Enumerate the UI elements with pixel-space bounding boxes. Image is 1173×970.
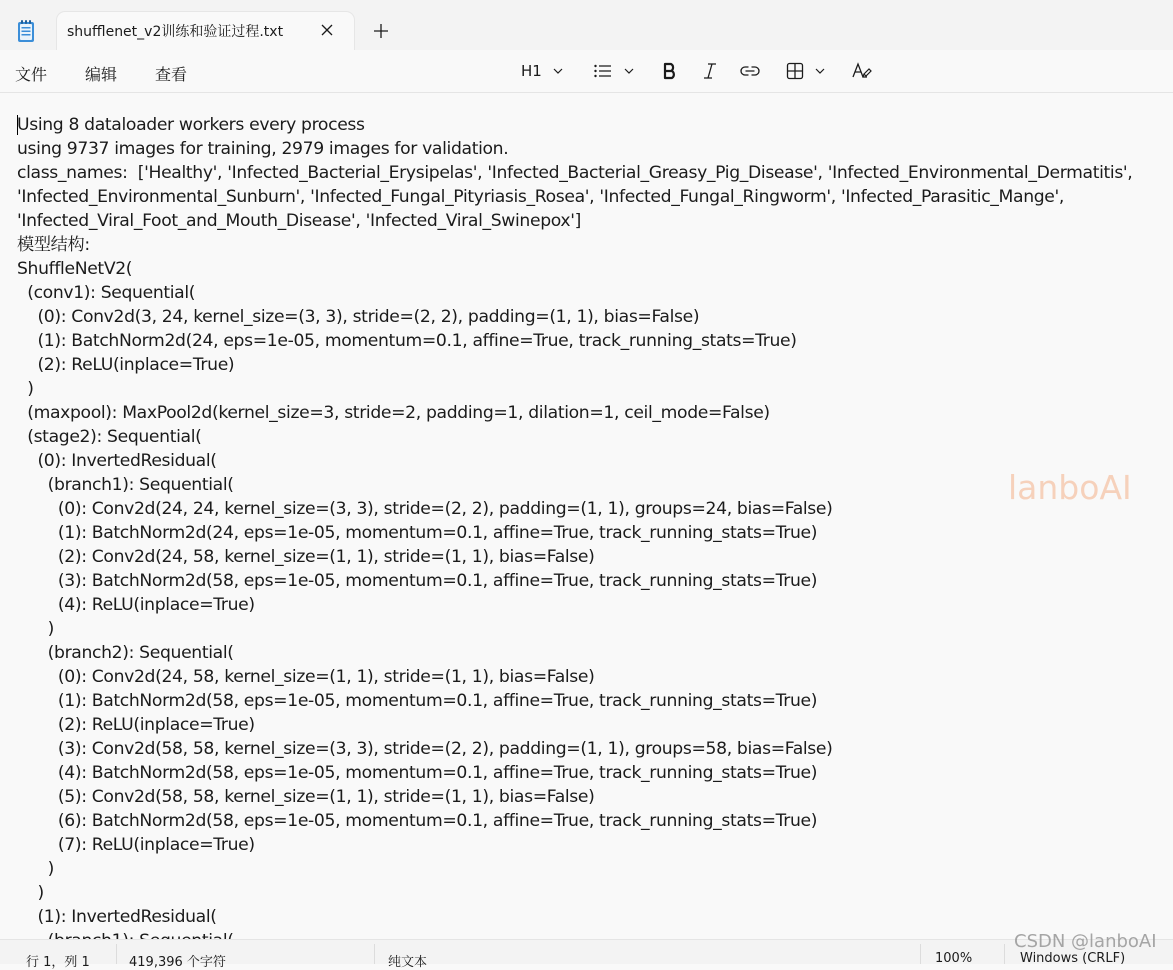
- text-line: (1): BatchNorm2d(58, eps=1e-05, momentum=0.1, affine=True, track_running_stats=True): [17, 691, 818, 711]
- heading-dropdown-button[interactable]: [521, 60, 564, 82]
- cursor-position: 行 1，列 1: [26, 955, 90, 970]
- text-line: (4): BatchNorm2d(58, eps=1e-05, momentum=0.1, affine=True, track_running_stats=True): [17, 763, 818, 783]
- list-dropdown-button[interactable]: [593, 60, 635, 82]
- clear-formatting-icon: [852, 62, 872, 80]
- status-divider: [116, 944, 117, 964]
- text-line: (branch1): Sequential(: [17, 475, 234, 495]
- line-ending[interactable]: Windows (CRLF): [1020, 951, 1126, 966]
- text-line: (stage2): Sequential(: [17, 427, 202, 447]
- text-line: Using 8 dataloader workers every process: [17, 115, 365, 135]
- tab-title: shufflenet_v2训练和验证过程.txt: [67, 24, 284, 40]
- status-divider: [374, 944, 375, 964]
- text-line: ): [17, 859, 55, 879]
- status-divider: [920, 944, 921, 964]
- menu-file[interactable]: 文件: [15, 65, 48, 84]
- text-line: 'Infected_Viral_Foot_and_Mouth_Disease', 'Infected_Viral_Swinepox']: [17, 211, 581, 231]
- text-line: ShuffleNetV2(: [17, 259, 133, 279]
- clear-formatting-button[interactable]: [852, 60, 872, 82]
- zoom-level[interactable]: 100%: [935, 951, 973, 966]
- text-line: 'Infected_Environmental_Sunburn', 'Infected_Fungal_Pityriasis_Rosea', 'Infected_Fungal_Ringworm', 'Infected_Parasitic_Mange',: [17, 187, 1065, 207]
- text-line: (0): InvertedResidual(: [17, 451, 217, 471]
- text-line: (2): ReLU(inplace=True): [17, 715, 255, 735]
- text-line: (2): Conv2d(24, 58, kernel_size=(1, 1), stride=(1, 1), bias=False): [17, 547, 595, 567]
- text-line: (branch2): Sequential(: [17, 643, 234, 663]
- menu-bar: [0, 50, 1173, 93]
- bold-button[interactable]: [662, 60, 678, 82]
- text-line: (0): Conv2d(24, 24, kernel_size=(3, 3), stride=(2, 2), padding=(1, 1), groups=24, bias=False): [17, 499, 833, 519]
- menu-edit[interactable]: 编辑: [85, 65, 118, 84]
- text-line: ): [17, 883, 44, 903]
- text-line: (7): ReLU(inplace=True): [17, 835, 255, 855]
- text-line: (3): BatchNorm2d(58, eps=1e-05, momentum=0.1, affine=True, track_running_stats=True): [17, 571, 818, 591]
- italic-icon: [702, 62, 718, 80]
- table-icon: [786, 62, 804, 80]
- table-dropdown-button[interactable]: [786, 60, 826, 82]
- text-line: 模型结构:: [17, 235, 90, 255]
- text-line: (1): BatchNorm2d(24, eps=1e-05, momentum=0.1, affine=True, track_running_stats=True): [17, 331, 797, 351]
- character-count: 419,396 个字符: [129, 955, 226, 970]
- text-line: (0): Conv2d(3, 24, kernel_size=(3, 3), stride=(2, 2), padding=(1, 1), bias=False): [17, 307, 700, 327]
- menu-view[interactable]: 查看: [155, 65, 188, 84]
- text-line: (4): ReLU(inplace=True): [17, 595, 255, 615]
- tab-active-file[interactable]: [57, 12, 354, 50]
- bold-icon: [662, 62, 678, 80]
- text-line: (1): InvertedResidual(: [17, 907, 217, 927]
- csdn-watermark: CSDN @lanboAI: [1014, 931, 1157, 952]
- text-line: (2): ReLU(inplace=True): [17, 355, 235, 375]
- text-line: (conv1): Sequential(: [17, 283, 196, 303]
- text-line: (6): BatchNorm2d(58, eps=1e-05, momentum=0.1, affine=True, track_running_stats=True): [17, 811, 818, 831]
- chevron-down-icon: [623, 65, 635, 77]
- chevron-down-icon: [552, 65, 564, 77]
- document-format[interactable]: 纯文本: [388, 955, 428, 970]
- text-line: (maxpool): MaxPool2d(kernel_size=3, stride=2, padding=1, dilation=1, ceil_mode=False): [17, 403, 770, 423]
- watermark-text: lanboAI: [1008, 468, 1132, 507]
- link-icon: [740, 64, 760, 78]
- text-line: (0): Conv2d(24, 58, kernel_size=(1, 1), stride=(1, 1), bias=False): [17, 667, 595, 687]
- text-line: class_names: ['Healthy', 'Infected_Bacterial_Erysipelas', 'Infected_Bacterial_Greasy_Pig_Disease', 'Infected_Environmental_Dermatitis',: [17, 163, 1133, 183]
- bullet-list-icon: [593, 63, 613, 79]
- insert-link-button[interactable]: [740, 60, 760, 82]
- text-line: ): [17, 619, 55, 639]
- tab-strip: [0, 0, 1173, 50]
- text-line: (1): BatchNorm2d(24, eps=1e-05, momentum=0.1, affine=True, track_running_stats=True): [17, 523, 818, 543]
- text-line: (3): Conv2d(58, 58, kernel_size=(3, 3), stride=(2, 2), padding=(1, 1), groups=58, bias=False): [17, 739, 833, 759]
- text-editor[interactable]: [0, 93, 1173, 939]
- chevron-down-icon: [814, 65, 826, 77]
- new-tab-plus-icon[interactable]: [372, 22, 390, 40]
- close-tab-icon[interactable]: [319, 22, 335, 38]
- status-bar: [0, 939, 1173, 970]
- text-line: ): [17, 379, 34, 399]
- text-line: (5): Conv2d(58, 58, kernel_size=(1, 1), stride=(1, 1), bias=False): [17, 787, 595, 807]
- status-divider: [1004, 944, 1005, 964]
- notepad-app-icon: [16, 19, 36, 43]
- text-line: using 9737 images for training, 2979 images for validation.: [17, 139, 509, 159]
- heading-level-label: H1: [521, 62, 542, 80]
- italic-button[interactable]: [702, 60, 718, 82]
